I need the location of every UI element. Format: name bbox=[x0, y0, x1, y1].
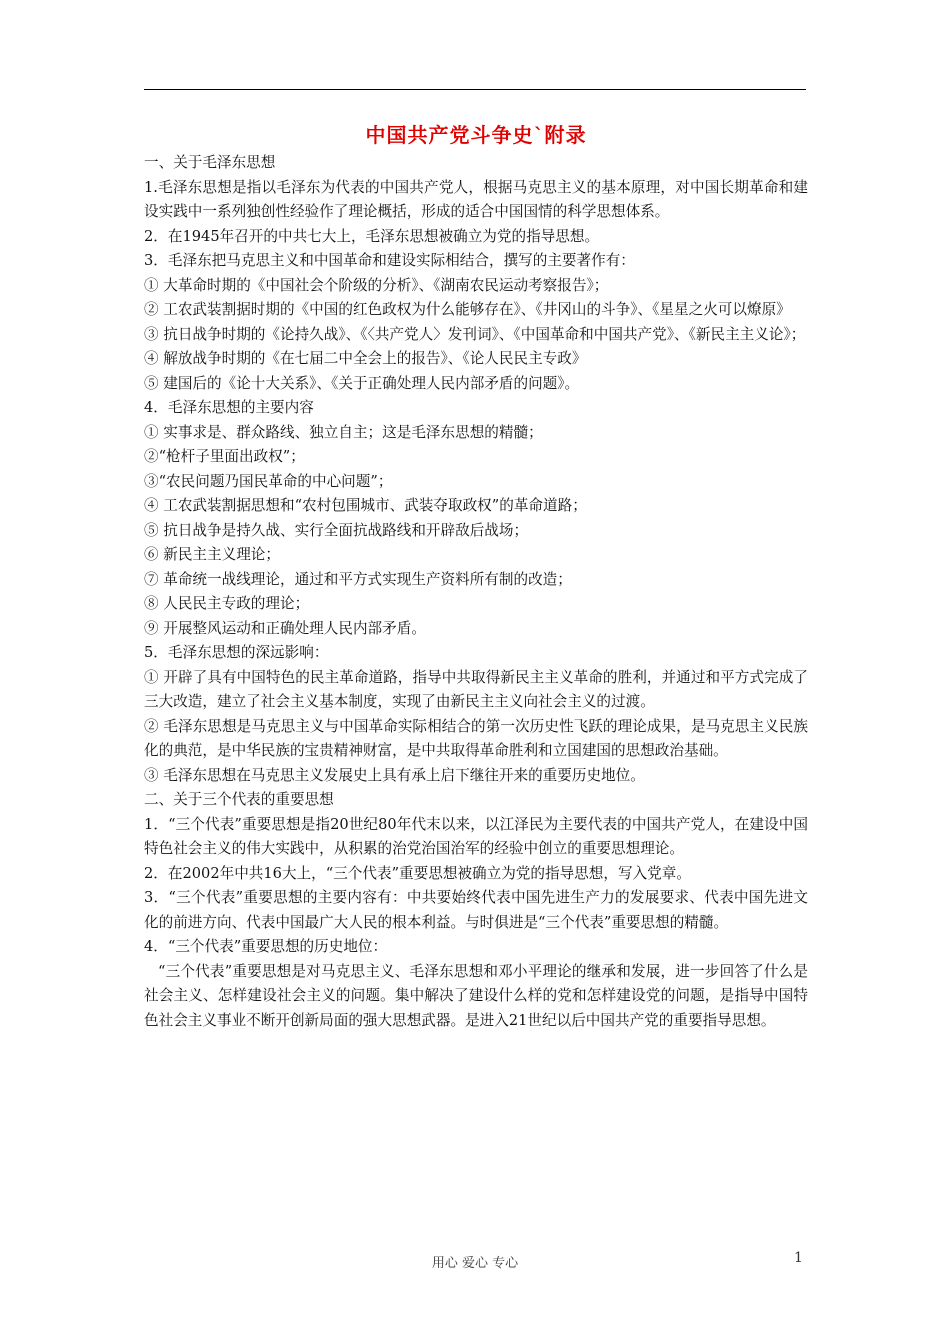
paragraph-mao-works-intro: 3．毛泽东把马克思主义和中国革命和建设实际相结合，撰写的主要著作有： bbox=[144, 252, 635, 269]
list-item-content-8: ⑧ 人民民主专政的理论； bbox=[144, 595, 310, 612]
section-heading-three-represents: 二、关于三个代表的重要思想 bbox=[144, 791, 334, 808]
header-rule bbox=[144, 89, 806, 90]
paragraph-three-represents-status-heading: 4．“三个代表”重要思想的历史地位： bbox=[144, 938, 388, 955]
paragraph-mao-definition: 1.毛泽东思想是指以毛泽东为代表的中国共产党人，根据马克思主义的基本原理，对中国长期革命和建设实践中一系列独创性经验作了理论概括，形成的适合中国国情的科学思想体系。 bbox=[144, 178, 808, 220]
document-title: 中国共产党斗争史`附录 bbox=[365, 123, 587, 147]
list-item-content-7: ⑦ 革命统一战线理论，通过和平方式实现生产资料所有制的改造； bbox=[144, 570, 572, 588]
section-heading-mao-thought: 一、关于毛泽东思想 bbox=[144, 154, 276, 171]
list-item-content-4: ④ 工农武装割据思想和“农村包围城市、武装夺取政权”的革命道路； bbox=[144, 497, 587, 514]
paragraph-three-represents-status: “三个代表”重要思想是对马克思主义、毛泽东思想和邓小平理论的继承和发展，进一步回答了什么是社会主义、怎样建设社会主义的问题。集中解决了建设什么样的党和怎样建设党的问题，是指导中国特色社会主义事业不断开创新局面的强大思想武器。是进入21世纪以后中国共产党的重要指导思想。 bbox=[144, 962, 808, 1029]
paragraph-three-represents-content: 3．“三个代表”重要思想的主要内容有：中共要始终代表中国先进生产力的发展要求、代表中国先进文化的前进方向、代表中国最广大人民的根本利益。与时俱进是“三个代表”重要思想的精髓。 bbox=[144, 889, 808, 931]
list-item-works-1: ① 大革命时期的《中国社会个阶级的分析》、《湖南农民运动考察报告》； bbox=[144, 276, 609, 294]
document-body bbox=[144, 120, 808, 1033]
list-item-content-5: ⑤ 抗日战争是持久战、实行全面抗战路线和开辟敌后战场； bbox=[144, 521, 529, 539]
list-item-content-6: ⑥ 新民主主义理论； bbox=[144, 546, 280, 563]
paragraph-mao-influence-heading: 5．毛泽东思想的深远影响： bbox=[144, 644, 329, 661]
list-item-content-2: ②“枪杆子里面出政权”； bbox=[144, 448, 305, 465]
list-item-works-4: ④ 解放战争时期的《在七届二中全会上的报告》、《论人民民主专政》 bbox=[144, 350, 587, 367]
footer-text: 用心 爱心 专心 bbox=[431, 1256, 519, 1271]
paragraph-three-represents-definition: 1．“三个代表”重要思想是指20世纪80年代末以来，以江泽民为主要代表的中国共产党人，在建设中国特色社会主义的伟大实践中，从积累的治党治国治军的经验中创立的重要思想理论。 bbox=[144, 815, 808, 857]
list-item-influence-1: ① 开辟了具有中国特色的民主革命道路，指导中共取得新民主主义革命的胜利，并通过和平方式完成了三大改造，建立了社会主义基本制度，实现了由新民主主义向社会主义的过渡。 bbox=[144, 668, 808, 710]
list-item-influence-2: ② 毛泽东思想是马克思主义与中国革命实际相结合的第一次历史性飞跃的理论成果，是马克思主义民族化的典范，是中华民族的宝贵精神财富，是中共取得革命胜利和立国建国的思想政治基础。 bbox=[144, 717, 808, 759]
paragraph-mao-established: 2．在1945年召开的中共七大上，毛泽东思想被确立为党的指导思想。 bbox=[144, 227, 600, 245]
list-item-works-5: ⑤ 建国后的《论十大关系》、《关于正确处理人民内部矛盾的问题》。 bbox=[144, 374, 580, 392]
list-item-works-2: ② 工农武装割据时期的《中国的红色政权为什么能够存在》、《井冈山的斗争》、《星星之火可以燎原》 bbox=[144, 301, 791, 318]
list-item-influence-3: ③ 毛泽东思想在马克思主义发展史上具有承上启下继往开来的重要历史地位。 bbox=[144, 766, 645, 784]
paragraph-three-represents-established: 2．在2002年中共16大上，“三个代表”重要思想被确立为党的指导思想，写入党章。 bbox=[144, 864, 691, 882]
list-item-works-3: ③ 抗日战争时期的《论持久战》、《〈共产党人〉发刊词》、《中国革命和中国共产党》、《新民主主义论》； bbox=[144, 325, 806, 343]
page-number: 1 bbox=[794, 1250, 803, 1266]
list-item-content-1: ① 实事求是、群众路线、独立自主；这是毛泽东思想的精髓； bbox=[144, 423, 543, 441]
list-item-content-9: ⑨ 开展整风运动和正确处理人民内部矛盾。 bbox=[144, 619, 426, 637]
list-item-content-3: ③“农民问题乃国民革命的中心问题”； bbox=[144, 472, 393, 490]
paragraph-mao-content-heading: 4．毛泽东思想的主要内容 bbox=[144, 399, 314, 416]
